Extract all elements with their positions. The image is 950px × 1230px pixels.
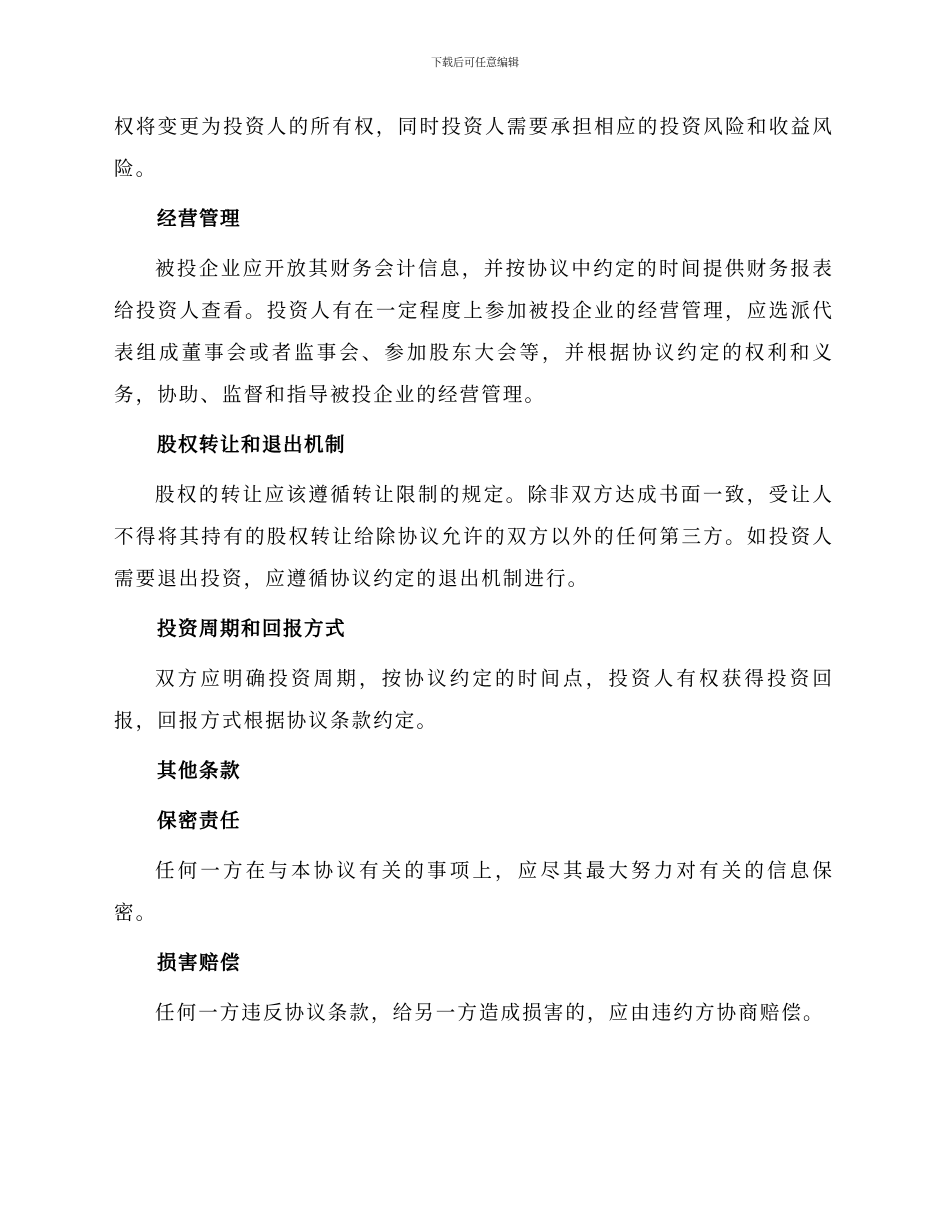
heading-business-management: 经营管理 xyxy=(157,207,242,230)
page-header: 下载后可任意编辑 xyxy=(431,56,519,69)
heading-other-terms: 其他条款 xyxy=(157,759,242,782)
paragraph-business-management: 被投企业应开放其财务会计信息，并按协议中约定的时间提供财务报表给投资人查看。投资人有在一定程度上参加被投企业的经营管理，应选派代表组成董事会或者监事会、参加股东大会等，并根据协议约定的权利和义务，协助、监督和指导被投企业的经营管理。 xyxy=(114,257,834,406)
heading-equity-transfer: 股权转让和退出机制 xyxy=(157,433,347,456)
heading-damages: 损害赔偿 xyxy=(157,951,242,974)
document-body xyxy=(114,106,834,1034)
heading-investment-period: 投资周期和回报方式 xyxy=(157,617,347,640)
paragraph-investment-period: 双方应明确投资周期，按协议约定的时间点，投资人有权获得投资回报，回报方式根据协议条款约定。 xyxy=(114,667,834,732)
paragraph-continuation: 权将变更为投资人的所有权，同时投资人需要承担相应的投资风险和收益风险。 xyxy=(114,115,834,180)
paragraph-damages: 任何一方违反协议条款，给另一方造成损害的，应由违约方协商赔偿。 xyxy=(155,1001,825,1024)
paragraph-confidentiality: 任何一方在与本协议有关的事项上，应尽其最大努力对有关的信息保密。 xyxy=(114,859,834,924)
paragraph-equity-transfer: 股权的转让应该遵循转让限制的规定。除非双方达成书面一致，受让人不得将其持有的股权转让给除协议允许的双方以外的任何第三方。如投资人需要退出投资，应遵循协议约定的退出机制进行。 xyxy=(114,483,834,590)
heading-confidentiality: 保密责任 xyxy=(157,809,242,832)
